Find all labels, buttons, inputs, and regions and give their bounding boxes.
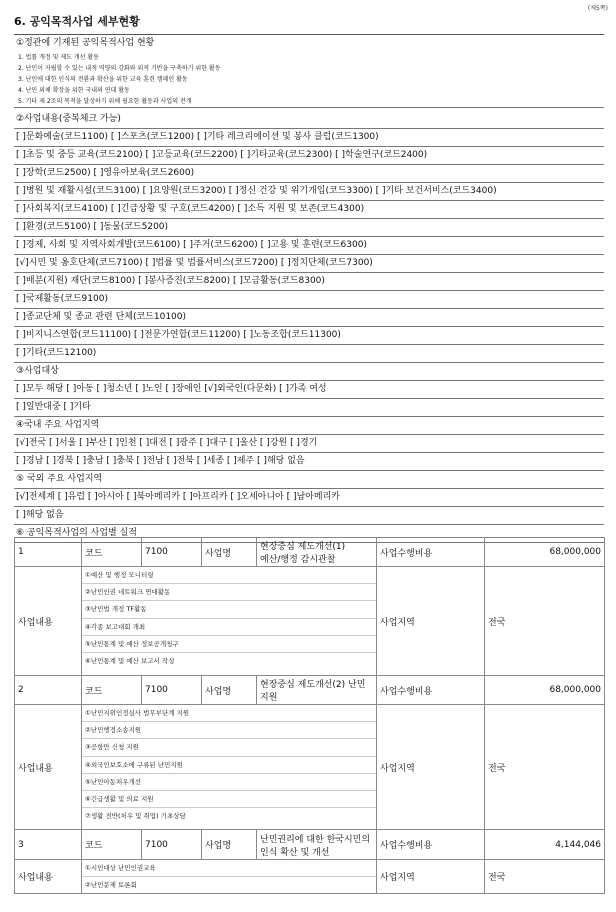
content-item: ①난민지위인정심사 법무부단계 지원 [82, 705, 376, 722]
region-label: 사업지역 [377, 567, 485, 676]
code-value: 7100 [142, 676, 202, 705]
project-content-row [15, 567, 605, 676]
region-value: 전국 [485, 567, 605, 676]
target-row: [ ]일반대중 [ ]기타 [14, 399, 604, 417]
business-content-row: [ ]기타(코드12100) [14, 345, 604, 363]
target-row: [ ]모두 해당 [ ]아동 [ ]청소년 [ ]노인 [ ]장애인 [√]외국인(다문화) [ ]가족 여성 [14, 381, 604, 399]
content-list [82, 860, 377, 894]
content-label: 사업내용 [15, 567, 82, 676]
overseas-region-row: [√]전세계 [ ]유럽 [ ]아시아 [ ]북아메리카 [ ]아프리카 [ ]오세아니아 [ ]남아메리카 [14, 489, 604, 507]
cost-value: 68,000,000 [485, 538, 605, 567]
project-name: 현장중심 제도개선(1) 예산/행정 감시관찰 [257, 538, 377, 567]
content-item: ②난민행정소송지원 [82, 722, 376, 739]
cost-value: 4,144,046 [485, 830, 605, 860]
content-item: ⑥긴급생활 및 의료 지원 [82, 791, 376, 808]
domestic-region-row: [√]전국 [ ]서울 [ ]부산 [ ]인천 [ ]대전 [ ]광주 [ ]대구 [ ]울산 [ ]강원 [ ]경기 [14, 435, 604, 453]
articles-item: 2. 난민이 자립할 수 있는 내적 역량의 강화와 외적 기반을 구축하기 위한 활동 [18, 65, 221, 72]
content-list [82, 705, 377, 830]
content-item: ④각종 보고대회 개최 [82, 619, 376, 636]
region-value: 전국 [485, 705, 605, 830]
articles-item: 3. 난민에 대한 인식의 전환과 확산을 위한 교육 훈련 캠페인 활동 [18, 76, 188, 83]
content-item: ③난민법 개정 TF활동 [82, 601, 376, 618]
page-number: (제5쪽) [587, 5, 608, 12]
business-content-row: [√]시민 및 옹호단체(코드7100) [ ]법률 및 법률서비스(코드7200) [ ]정치단체(코드7300) [14, 255, 604, 273]
project-number: 3 [15, 830, 82, 860]
business-content-row: [ ]배분(지원) 재단(코드8100) [ ]봉사증진(코드8200) [ ]모금활동(코드8300) [14, 273, 604, 291]
cost-label: 사업수행비용 [377, 538, 485, 567]
articles-item: 1. 법률 개정 및 제도 개선 활동 [18, 54, 99, 61]
project-content-row [15, 860, 605, 894]
project-name: 난민권리에 대한 한국시민의 인식 확산 및 개선 [257, 830, 377, 860]
project-number: 2 [15, 676, 82, 705]
cost-value: 68,000,000 [485, 676, 605, 705]
business-content-row: [ ]종교단체 및 종교 관련 단체(코드10100) [14, 309, 604, 327]
articles-heading: ①정관에 기재된 공익목적사업 현황 [16, 38, 155, 48]
code-value: 7100 [142, 830, 202, 860]
name-label: 사업명 [202, 676, 257, 705]
code-label: 코드 [82, 676, 142, 705]
articles-item: 4. 난민 외체 확장을 위한 국내외 연대 활동 [18, 87, 130, 94]
name-label: 사업명 [202, 830, 257, 860]
project-header-row [15, 676, 605, 705]
project-name: 현장중심 제도개선(2) 난민지원 [257, 676, 377, 705]
business-content-heading: ②사업내용(중복체크 가능) [14, 111, 604, 129]
content-label: 사업내용 [15, 860, 82, 894]
region-value: 전국 [485, 860, 605, 894]
business-content-row: [ ]경제, 사회 및 지역사회개발(코드6100) [ ]주거(코드6200) [ ]고용 및 훈련(코드6300) [14, 237, 604, 255]
content-item: ①예산 및 행정 모니터링 [82, 567, 376, 584]
content-item: ①시민대상 난민인권교육 [82, 860, 376, 877]
business-content-section [14, 111, 604, 543]
region-label: 사업지역 [377, 705, 485, 830]
name-label: 사업명 [202, 538, 257, 567]
overseas-region-row: [ ]해당 없음 [14, 507, 604, 525]
performance-table [14, 537, 605, 894]
business-content-row: [ ]국제활동(코드9100) [14, 291, 604, 309]
content-label: 사업내용 [15, 705, 82, 830]
articles-section [14, 34, 604, 108]
performance-heading: ⑥ 공익목적사업의 사업별 실적 [14, 525, 604, 543]
section-title: 6. 공익목적사업 세부현황 [14, 15, 140, 28]
business-content-row: [ ]병원 및 재활시설(코드3100) [ ]요양원(코드3200) [ ]정신 건강 및 위기개입(코드3300) [ ]기타 보건서비스(코드3400) [14, 183, 604, 201]
project-header-row [15, 538, 605, 567]
business-content-row: [ ]환경(코드5100) [ ]동물(코드5200) [14, 219, 604, 237]
cost-label: 사업수행비용 [377, 676, 485, 705]
content-item: ③공항만 신청 지원 [82, 739, 376, 756]
domestic-region-row: [ ]경남 [ ]경북 [ ]충남 [ ]충북 [ ]전남 [ ]전북 [ ]세종 [ ]제주 [ ]해당 없음 [14, 453, 604, 471]
content-item: ⑤난민통계 및 예산 정보공개청구 [82, 636, 376, 653]
articles-item: 5. 기타 제 2조의 목적을 달성하기 위해 필요한 활동과 사업의 전개 [14, 96, 604, 108]
target-heading: ③사업대상 [14, 363, 604, 381]
business-content-row: [ ]비지니스연합(코드11100) [ ]전문가연합(코드11200) [ ]노동조합(코드11300) [14, 327, 604, 345]
content-item: ②난민문제 토론회 [85, 881, 137, 890]
code-label: 코드 [82, 538, 142, 567]
cost-label: 사업수행비용 [377, 830, 485, 860]
business-content-row: [ ]문화예술(코드1100) [ ]스포츠(코드1200) [ ]기타 레크리에이션 및 봉사 클럽(코드1300) [14, 129, 604, 147]
code-value: 7100 [142, 538, 202, 567]
business-content-row: [ ]사회복지(코드4100) [ ]긴급상황 및 구호(코드4200) [ ]소득 지원 및 보존(코드4300) [14, 201, 604, 219]
business-content-row: [ ]초등 및 중등 교육(코드2100) [ ]고등교육(코드2200) [ ]기타교육(코드2300) [ ]학술연구(코드2400) [14, 147, 604, 165]
content-item: ④외국인보호소에 구류된 난민지원 [82, 757, 376, 774]
code-label: 코드 [82, 830, 142, 860]
project-number: 1 [15, 538, 82, 567]
content-item: ⑥난민통계 및 예산 보고서 작성 [85, 656, 175, 665]
region-label: 사업지역 [377, 860, 485, 894]
project-header-row [15, 830, 605, 860]
project-content-row [15, 705, 605, 830]
domestic-region-heading: ④국내 주요 사업지역 [14, 417, 604, 435]
content-list [82, 567, 377, 676]
content-item: ⑤난민아동처우개선 [82, 774, 376, 791]
business-content-row: [ ]장학(코드2500) [ ]영유아보육(코드2600) [14, 165, 604, 183]
overseas-region-heading: ⑤ 국외 주요 사업지역 [14, 471, 604, 489]
content-item: ⑦생활 전반(처우 및 취업) 기초상담 [85, 812, 186, 821]
content-item: ②난민인권 네트워크 연대활동 [82, 584, 376, 601]
